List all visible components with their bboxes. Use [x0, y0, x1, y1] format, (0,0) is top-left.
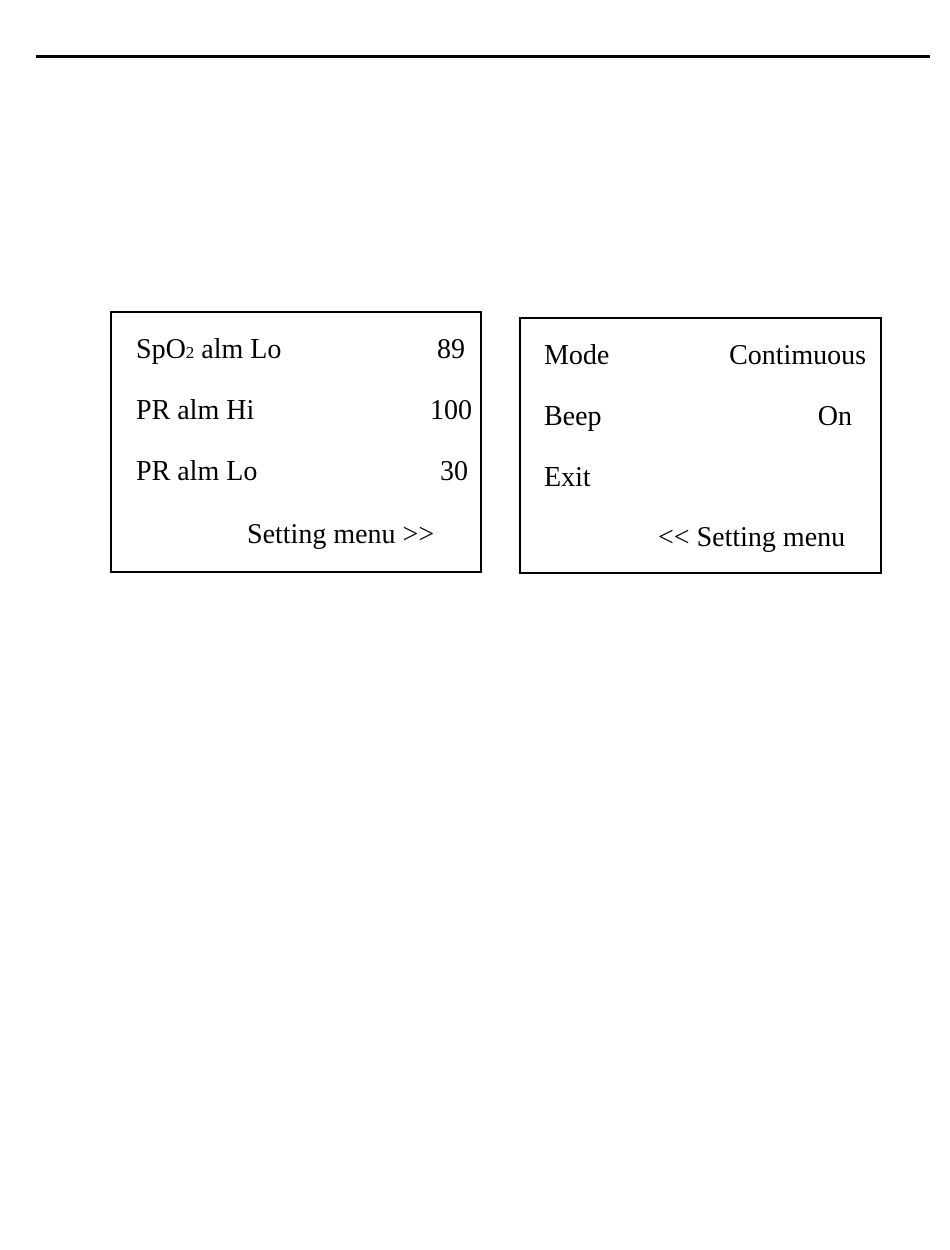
general-settings-screen — [519, 317, 882, 574]
mode-row[interactable] — [521, 336, 880, 376]
beep-label: Beep — [544, 401, 602, 432]
setting-menu-next[interactable]: Setting menu >> — [247, 519, 435, 550]
pr-alarm-high-row[interactable] — [112, 391, 480, 431]
pr-alarm-low-label: PR alm Lo — [136, 456, 258, 487]
spo2-alarm-low-label: SpO2 alm Lo — [136, 334, 282, 365]
beep-value: On — [817, 401, 852, 432]
alarm-settings-screen — [110, 311, 482, 573]
beep-row[interactable] — [521, 397, 880, 437]
exit-row[interactable] — [521, 458, 880, 498]
pr-alarm-high-value: 100 — [430, 395, 472, 426]
spo2-alarm-low-row[interactable] — [112, 330, 480, 370]
spo2-alarm-low-value: 89 — [437, 334, 465, 365]
mode-label: Mode — [544, 340, 610, 371]
pr-alarm-low-value: 30 — [440, 456, 468, 487]
pr-alarm-high-label: PR alm Hi — [136, 395, 255, 426]
exit-label: Exit — [544, 462, 591, 493]
setting-menu-previous[interactable]: << Setting menu — [658, 522, 846, 553]
mode-value: Contimuous — [729, 340, 866, 371]
pr-alarm-low-row[interactable] — [112, 452, 480, 492]
header-rule — [36, 55, 930, 58]
